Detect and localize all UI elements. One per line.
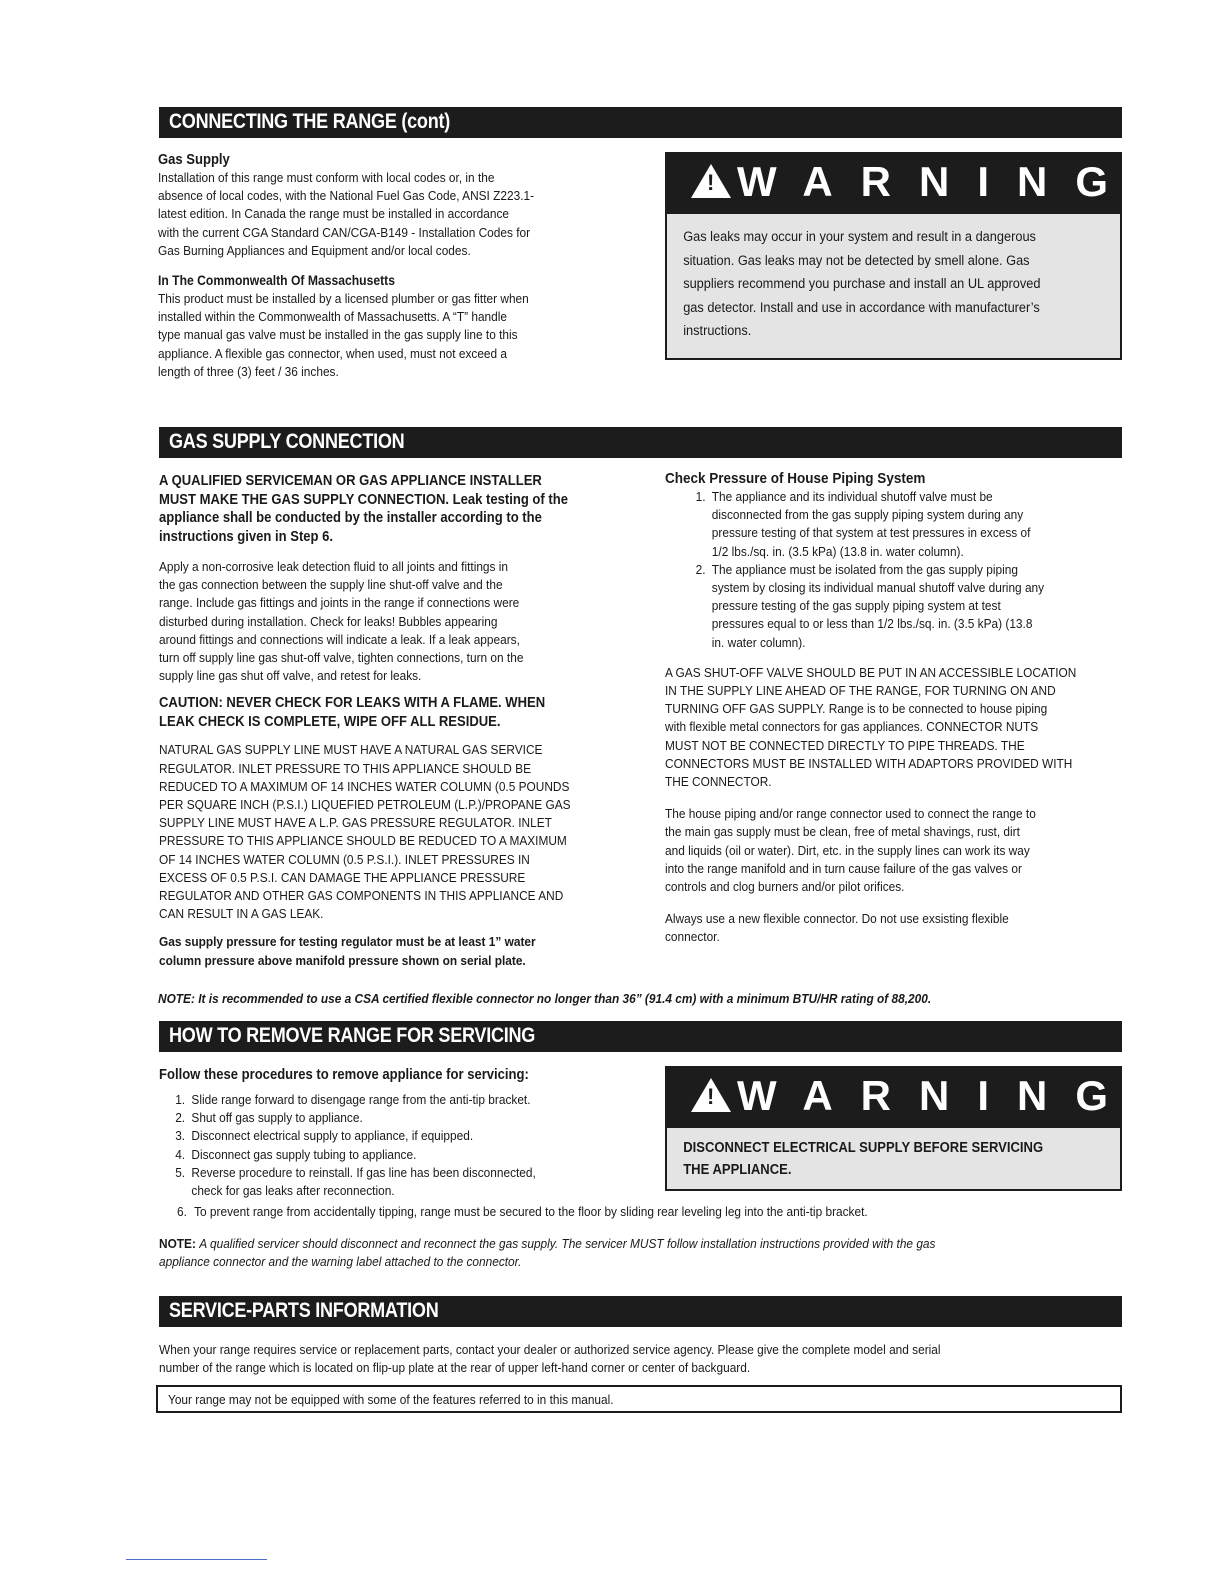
list-number: 1. [175,1092,186,1107]
paragraph-line: latest edition. In Canada the range must be installed in accordance [158,206,510,222]
paragraph-line: type manual gas valve must be installed in the gas supply line to this [158,327,518,343]
paragraph-line: CONNECTORS MUST BE INSTALLED WITH ADAPTORS PROVIDED WITH [665,755,1073,771]
connector-paragraph [665,910,1124,946]
electrical-warning-box [665,1066,1136,1191]
paragraph-line: appliance. A flexible gas connector, when used, must not exceed a [158,345,508,361]
warning-triangle-icon: ! [691,1078,731,1112]
warning-text [683,1137,1058,1181]
paragraph-line: When your range requires service or replacement parts, contact your dealer or authorized service agency. Please give the complete model and serial [159,1342,941,1357]
list-number: 4. [175,1146,186,1162]
section-header-connecting [156,107,1122,138]
gas-connection-left-column [159,472,627,970]
house-piping-paragraph [665,805,1124,896]
paragraph-line: LEAK CHECK IS COMPLETE, WIPE OFF ALL RESIDUE. [159,713,501,730]
servicer-note [159,1235,1113,1271]
paragraph-line: with flexible metal connectors for gas appliances. CONNECTOR NUTS [665,719,1039,735]
list-number: 5. [175,1164,186,1180]
paragraph-line: supply line gas shut off valve, and retest for leaks. [159,668,422,684]
warning-title: ! WARNING [691,1072,1136,1120]
paragraph-line: OF 14 INCHES WATER COLUMN (0.5 P.S.I.). INLET PRESSURES IN [159,851,530,867]
list-item-line: Disconnect gas supply tubing to appliance. [191,1146,417,1162]
warning-line: THE APPLIANCE. [683,1162,792,1178]
paragraph-line: length of three (3) feet / 36 inches. [158,363,339,379]
paragraph-line: disturbed during installation. Check for leaks! Bubbles appearing [159,613,498,629]
paragraph-line: CAUTION: NEVER CHECK FOR LEAKS WITH A FLAME. WHEN [159,695,546,712]
paragraph-line: controls and clog burners and/or pilot orifices. [665,879,905,895]
list-item [696,488,1124,561]
remove-step-6: 6. To prevent range from accidentally tipping, range must be secured to the floor by sliding rear leveling leg into the anti-tip bracket. [177,1204,868,1219]
warning-line: Gas leaks may occur in your system and result in a dangerous [683,229,1036,245]
gas-connection-right-column [665,470,1124,947]
paragraph-line: column pressure above manifold pressure shown on serial plate. [159,952,526,968]
paragraph-line: and liquids (oil or water). Dirt, etc. in the supply lines can work its way [665,842,1030,858]
list-item-line: The appliance must be isolated from the gas supply piping [711,561,1018,577]
paragraph-line: Gas Burning Appliances and Equipment and/or local codes. [158,242,471,258]
section-title: CONNECTING THE RANGE (cont) [169,110,450,133]
list-item-line: disconnected from the gas supply piping system during any [711,507,1024,523]
gas-supply-block [158,151,622,381]
paragraph-line: into the range manifold and in turn cause failure of the gas valves or [665,860,1022,876]
list-item-line: Slide range forward to disengage range from the anti-tip bracket. [191,1092,531,1107]
service-parts-paragraph [159,1341,1113,1377]
shutoff-valve-paragraph [665,664,1124,791]
list-number: 3. [175,1128,186,1144]
regulator-paragraph [159,933,627,969]
section-title: SERVICE-PARTS INFORMATION [169,1299,439,1322]
remove-range-block [159,1066,627,1200]
installer-intro [159,472,627,546]
list-item-line: pressure testing of the gas supply piping system at test [711,598,1001,614]
natural-gas-paragraph [159,741,627,923]
check-pressure-list [665,488,1124,652]
section-title: GAS SUPPLY CONNECTION [169,430,405,453]
remove-range-lead: Follow these procedures to remove appliance for servicing: [159,1067,529,1083]
note-label: NOTE: [159,1236,200,1251]
paragraph-line: TURNING OFF GAS SUPPLY. Range is to be connected to house piping [665,701,1048,717]
warning-line: situation. Gas leaks may not be detected by smell alone. Gas [683,252,1030,269]
leak-test-paragraph [159,558,627,685]
list-item [175,1109,627,1127]
paragraph-line: EXCESS OF 0.5 P.S.I. CAN DAMAGE THE APPLIANCE PRESSURE [159,869,526,885]
paragraph-line: THE CONNECTOR. [665,774,772,790]
paragraph-line: CAN RESULT IN A GAS LEAK. [159,906,324,922]
list-item-line: pressure testing of that system at test pressures in excess of [711,525,1031,541]
connector-note: NOTE: It is recommended to use a CSA certified flexible connector no longer than 36” (91.4 cm) with a minimum BTU/HR rating of 88,200. [158,991,932,1006]
list-item-line: pressures equal to or less than 1/2 lbs./sq. in. (3.5 kPa) (13.8 [711,616,1033,632]
list-item [175,1127,627,1145]
list-number: 2. [695,561,706,577]
warning-line: DISCONNECT ELECTRICAL SUPPLY BEFORE SERVICING [683,1140,1044,1156]
list-item [175,1164,627,1200]
warning-line: suppliers recommend you purchase and install an UL approved [683,276,1041,293]
warning-triangle-icon: ! [691,164,731,198]
list-number: 1. [695,489,706,504]
paragraph-line: connector. [665,929,720,945]
features-note: Your range may not be equipped with some of the features referred to in this manual. [168,1392,614,1407]
paragraph-line: number of the range which is located on flip-up plate at the rear of upper left-hand corner or center of backguard. [159,1360,751,1376]
paragraph-line: REGULATOR. INLET PRESSURE TO THIS APPLIANCE SHOULD BE [159,760,532,776]
note-line: NOTE: A qualified servicer should disconnect and reconnect the gas supply. The servicer MUST follow installation instructions provided with the gas [159,1236,936,1251]
paragraph-line: Installation of this range must conform with local codes or, in the [158,170,495,185]
paragraph-line: IN THE SUPPLY LINE AHEAD OF THE RANGE, FOR TURNING ON AND [665,683,1056,699]
paragraph-line: the main gas supply must be clean, free of metal shavings, rust, dirt [665,824,1020,840]
massachusetts-paragraph [158,290,622,381]
remove-steps-list [159,1091,627,1200]
paragraph-line: SUPPLY LINE MUST HAVE A L.P. GAS PRESSURE REGULATOR. INLET [159,815,552,831]
section-header-remove-range [156,1021,1122,1052]
paragraph-line: MUST NOT BE CONNECTED DIRECTLY TO PIPE THREADS. THE [665,737,1025,753]
paragraph-line: The house piping and/or range connector used to connect the range to [665,806,1036,822]
gas-supply-paragraph [158,169,622,260]
list-number: 2. [175,1110,186,1126]
paragraph-line: PER SQUARE INCH (P.S.I.) LIQUEFIED PETROLEUM (L.P.)/PROPANE GAS [159,797,571,813]
section-header-service-parts [156,1296,1122,1327]
paragraph-line: the gas connection between the supply line shut-off valve and the [159,577,503,593]
paragraph-line: This product must be installed by a licensed plumber or gas fitter when [158,291,529,307]
massachusetts-heading: In The Commonwealth Of Massachusetts [158,273,395,289]
list-item [696,561,1124,652]
note-line: appliance connector and the warning label attached to the connector. [159,1254,522,1270]
paragraph-line: absence of local codes, with the National Fuel Gas Code, ANSI Z223.1- [158,188,535,204]
list-item-line: Disconnect electrical supply to appliance, if equipped. [191,1128,474,1144]
list-item-line: The appliance and its individual shutoff valve must be [711,489,993,504]
paragraph-line: Always use a new flexible connector. Do not use exsisting flexible [665,911,1009,927]
gas-supply-heading: Gas Supply [158,152,230,168]
list-item-line: check for gas leaks after reconnection. [191,1183,395,1199]
paragraph-line: Gas supply pressure for testing regulator must be at least 1” water [159,934,536,950]
paragraph-line: around fittings and connections will indicate a leak. If a leak appears, [159,631,520,647]
list-item [175,1146,627,1164]
paragraph-line: A GAS SHUT-OFF VALVE SHOULD BE PUT IN AN ACCESSIBLE LOCATION [665,664,1077,680]
paragraph-line: turn off supply line gas shut-off valve, tighten connections, turn on the [159,650,524,666]
warning-line: gas detector. Install and use in accordance with manufacturer’s [683,299,1040,316]
paragraph-line: range. Include gas fittings and joints in the range if connections were [159,595,520,611]
warning-line: instructions. [683,323,752,340]
paragraph-line: with the current CGA Standard CAN/CGA-B149 - Installation Codes for [158,224,531,240]
caution-paragraph [159,694,627,731]
list-item-line: Shut off gas supply to appliance. [191,1110,363,1126]
paragraph-line: instructions given in Step 6. [159,528,334,545]
paragraph-line: PRESSURE TO THIS APPLIANCE SHOULD BE REDUCED TO A MAXIMUM [159,833,567,849]
paragraph-line: NATURAL GAS SUPPLY LINE MUST HAVE A NATURAL GAS SERVICE [159,742,543,758]
list-item-line: Reverse procedure to reinstall. If gas line has been disconnected, [191,1164,536,1180]
check-pressure-heading: Check Pressure of House Piping System [665,470,926,487]
list-item [175,1091,627,1109]
paragraph-line: installed within the Commonwealth of Massachusetts. A “T” handle [158,309,507,325]
footer-link-underline [126,1559,267,1560]
paragraph-line: appliance shall be conducted by the installer according to the [159,510,542,526]
paragraph-line: REGULATOR AND OTHER GAS COMPONENTS IN THIS APPLIANCE AND [159,888,564,904]
section-title: HOW TO REMOVE RANGE FOR SERVICING [169,1024,536,1047]
paragraph-line: Apply a non-corrosive leak detection fluid to all joints and fittings in [159,559,509,574]
section-header-gas-supply-connection [156,427,1122,458]
gas-leak-warning-box [665,152,1136,360]
list-item-line: in. water column). [711,634,806,650]
paragraph-line: A QUALIFIED SERVICEMAN OR GAS APPLIANCE INSTALLER [159,473,542,489]
warning-header [667,1068,1136,1128]
warning-header [667,154,1136,214]
features-note-box [156,1385,1122,1413]
paragraph-line: MUST MAKE THE GAS SUPPLY CONNECTION. Leak testing of the [159,491,568,508]
paragraph-line: REDUCED TO A MAXIMUM OF 14 INCHES WATER COLUMN (0.5 POUNDS [159,778,570,794]
warning-text [683,226,1058,344]
warning-title: ! WARNING [691,158,1136,206]
list-item-line: 1/2 lbs./sq. in. (3.5 kPa) (13.8 in. water column). [711,543,964,559]
list-item-line: system by closing its individual manual shutoff valve during any [711,580,1045,596]
